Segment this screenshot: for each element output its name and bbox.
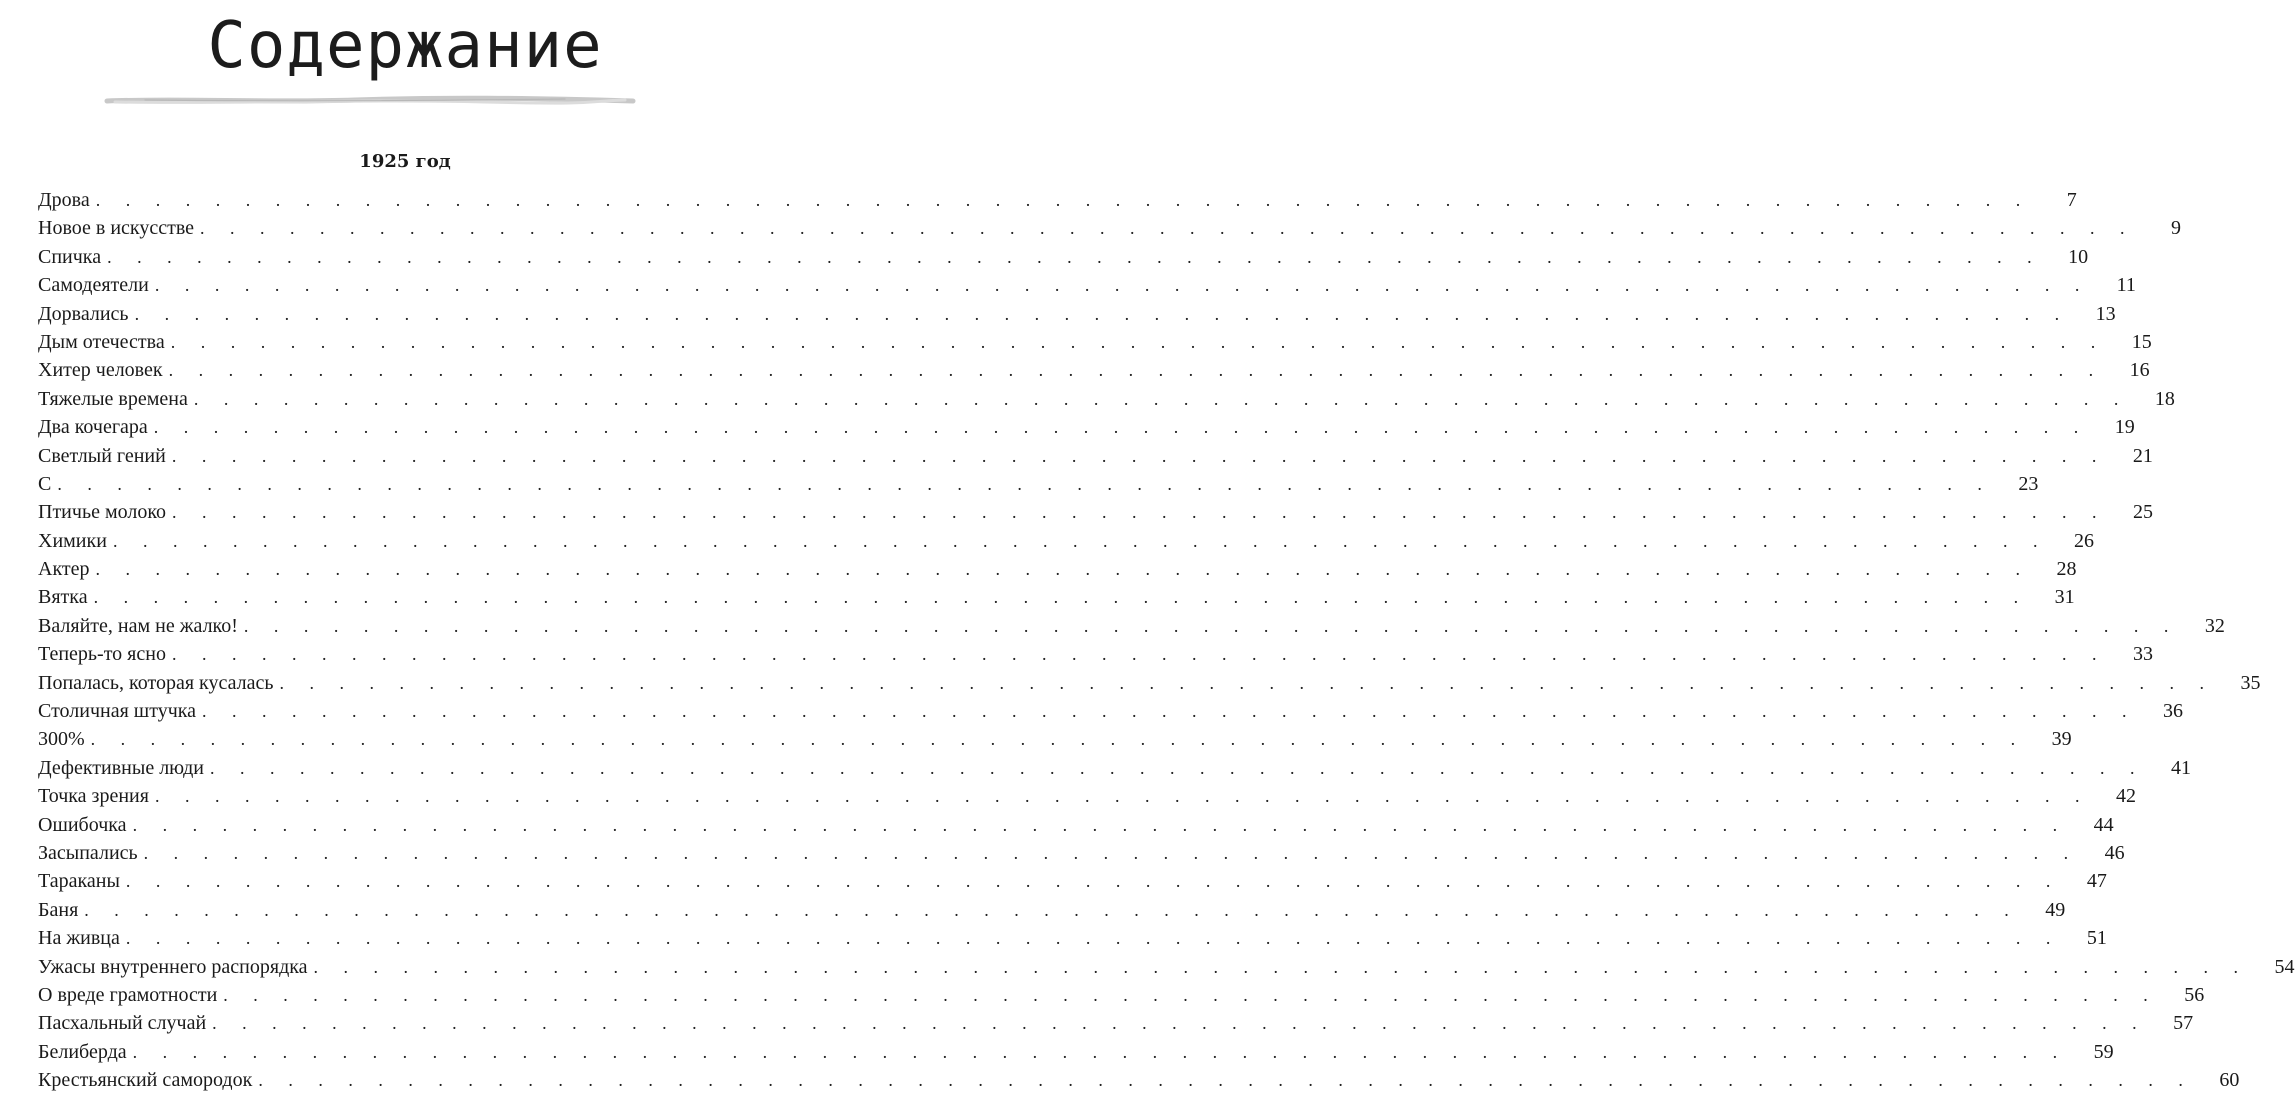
toc-entry-page-number: 57 (2173, 1012, 2194, 1035)
toc-entry-page-number: 13 (2095, 302, 2116, 325)
toc-entry-page-number: 26 (2073, 529, 2094, 552)
dot-leader (133, 1038, 2068, 1066)
toc-entry (38, 754, 2191, 782)
toc-entry-page-number: 21 (2132, 444, 2153, 467)
toc-entry (38, 583, 2075, 611)
table-of-contents (38, 186, 2295, 1095)
toc-entry (38, 612, 2225, 640)
toc-entry-page-number: 36 (2163, 700, 2184, 723)
toc-entry-page-number: 46 (2104, 841, 2125, 864)
dot-leader (212, 1009, 2147, 1037)
toc-entry-title: О вреде грамотности (38, 983, 218, 1006)
toc-entry (38, 356, 2150, 384)
toc-entry-title: Хитер человек (38, 359, 163, 382)
dot-leader (155, 782, 2090, 810)
dot-leader (107, 243, 2042, 271)
dot-leader (135, 300, 2070, 328)
toc-entry (38, 186, 2077, 214)
toc-entry-title: Дым отечества (38, 330, 165, 353)
toc-entry (38, 1009, 2194, 1037)
toc-entry-title: 300% (38, 728, 85, 751)
page-title: Содержание (207, 9, 603, 83)
toc-entry-title: С (38, 472, 52, 495)
toc-entry-title: Теперь-то ясно (38, 643, 166, 666)
toc-entry-page-number: 47 (2086, 870, 2107, 893)
toc-entry-title: Ужасы внутреннего распорядка (38, 955, 308, 978)
dot-leader (96, 555, 2031, 583)
dot-leader (171, 328, 2106, 356)
toc-entry (38, 1038, 2114, 1066)
toc-entry-title: Ошибочка (38, 813, 127, 836)
toc-entry-page-number: 33 (2132, 643, 2153, 666)
toc-entry-title: Точка зрения (38, 785, 149, 808)
toc-entry (38, 214, 2182, 242)
toc-entry (38, 953, 2295, 981)
toc-entry-title: Актер (38, 558, 90, 581)
toc-entry-title: На живца (38, 927, 120, 950)
toc-entry-title: Тараканы (38, 870, 120, 893)
section-heading: 1925 год (359, 151, 451, 172)
toc-entry-title: Два кочегара (38, 416, 148, 439)
dot-leader (126, 867, 2061, 895)
dot-leader (194, 385, 2129, 413)
toc-entry (38, 498, 2154, 526)
toc-entry-title: Попалась, которая кусалась (38, 671, 274, 694)
toc-entry-title: Валяйте, нам не жалко! (38, 614, 238, 637)
dot-leader (172, 442, 2107, 470)
dot-leader (155, 271, 2090, 299)
toc-entry-title: Дрова (38, 189, 90, 211)
toc-entry-page-number: 25 (2133, 501, 2154, 524)
toc-entry (38, 981, 2205, 1009)
toc-entry (38, 839, 2125, 867)
toc-entry-title: Дефективные люди (38, 756, 204, 779)
dot-leader (244, 612, 2179, 640)
toc-entry-page-number: 19 (2114, 416, 2135, 439)
toc-entry-page-number: 51 (2086, 927, 2107, 950)
dot-leader (172, 640, 2107, 668)
toc-entry-page-number: 42 (2115, 785, 2136, 808)
dot-leader (133, 811, 2068, 839)
toc-entry (38, 725, 2072, 753)
toc-entry (38, 413, 2135, 441)
toc-entry (38, 896, 2066, 924)
toc-entry-title: Дорвались (38, 302, 129, 325)
dot-leader (126, 924, 2061, 952)
toc-entry (38, 442, 2153, 470)
dot-leader (172, 498, 2107, 526)
toc-entry-title: Птичье молоко (38, 501, 167, 524)
dot-leader (57, 470, 1992, 498)
dot-leader (258, 1066, 2193, 1094)
dot-leader (169, 356, 2104, 384)
dot-leader (280, 669, 2215, 697)
toc-entry-title: Белиберда (38, 1040, 127, 1063)
toc-entry-page-number: 15 (2131, 330, 2152, 353)
dot-leader (96, 186, 2031, 214)
toc-entry (38, 1066, 2240, 1094)
dot-leader (84, 896, 2019, 924)
toc-entry (38, 385, 2175, 413)
toc-entry (38, 470, 2039, 498)
toc-entry-page-number: 59 (2093, 1040, 2114, 1063)
toc-entry-page-number: 41 (2171, 756, 2191, 779)
toc-entry-page-number: 31 (2054, 586, 2075, 609)
dot-leader (200, 214, 2135, 242)
toc-entry-title: Засыпались (38, 841, 138, 864)
toc-entry (38, 640, 2153, 668)
toc-entry (38, 243, 2089, 271)
toc-entry-page-number: 32 (2204, 614, 2225, 637)
dot-leader (94, 583, 2029, 611)
toc-entry (38, 669, 2261, 697)
toc-entry (38, 555, 2077, 583)
toc-entry-page-number: 28 (2056, 558, 2077, 581)
toc-entry-page-number: 9 (2171, 217, 2182, 240)
toc-entry (38, 697, 2184, 725)
toc-entry (38, 300, 2116, 328)
toc-entry-page-number: 10 (2068, 245, 2089, 268)
toc-entry (38, 271, 2136, 299)
toc-entry-page-number: 35 (2240, 671, 2261, 694)
dot-leader (202, 697, 2137, 725)
dot-leader (113, 527, 2048, 555)
toc-entry-page-number: 16 (2129, 359, 2150, 382)
dot-leader (144, 839, 2079, 867)
toc-entry (38, 811, 2114, 839)
brush-stroke-divider (105, 95, 635, 107)
toc-entry (38, 867, 2107, 895)
toc-entry-title: Самодеятели (38, 274, 149, 297)
dot-leader (210, 754, 2145, 782)
toc-entry-page-number: 18 (2154, 387, 2175, 410)
toc-entry-page-number: 7 (2066, 189, 2077, 211)
toc-entry-title: Спичка (38, 245, 102, 268)
toc-entry-title: Новое в искусстве (38, 217, 195, 240)
toc-entry (38, 782, 2136, 810)
toc-entry-page-number: 44 (2093, 813, 2114, 836)
toc-entry-page-number: 60 (2219, 1069, 2240, 1092)
toc-entry-page-number: 11 (2116, 274, 2136, 297)
toc-entry-title: Тяжелые времена (38, 387, 188, 410)
toc-entry (38, 924, 2107, 952)
toc-entry-page-number: 56 (2184, 983, 2205, 1006)
toc-entry-title: Светлый гений (38, 444, 166, 467)
toc-entry (38, 527, 2094, 555)
toc-entry-title: Крестьянский самородок (38, 1069, 253, 1092)
toc-entry-page-number: 39 (2051, 728, 2072, 751)
toc-entry-title: Баня (38, 898, 79, 921)
toc-entry-page-number: 54 (2274, 955, 2295, 978)
toc-entry-title: Пасхальный случай (38, 1012, 207, 1035)
dot-leader (154, 413, 2089, 441)
toc-entry-title: Химики (38, 529, 107, 552)
toc-entry-page-number: 49 (2045, 898, 2066, 921)
toc-entry (38, 328, 2152, 356)
toc-entry-page-number: 23 (2018, 472, 2039, 495)
toc-entry-title: Вятка (38, 586, 88, 609)
dot-leader (91, 725, 2026, 753)
toc-entry-title: Столичная штучка (38, 700, 197, 723)
dot-leader (223, 981, 2158, 1009)
dot-leader (314, 953, 2249, 981)
